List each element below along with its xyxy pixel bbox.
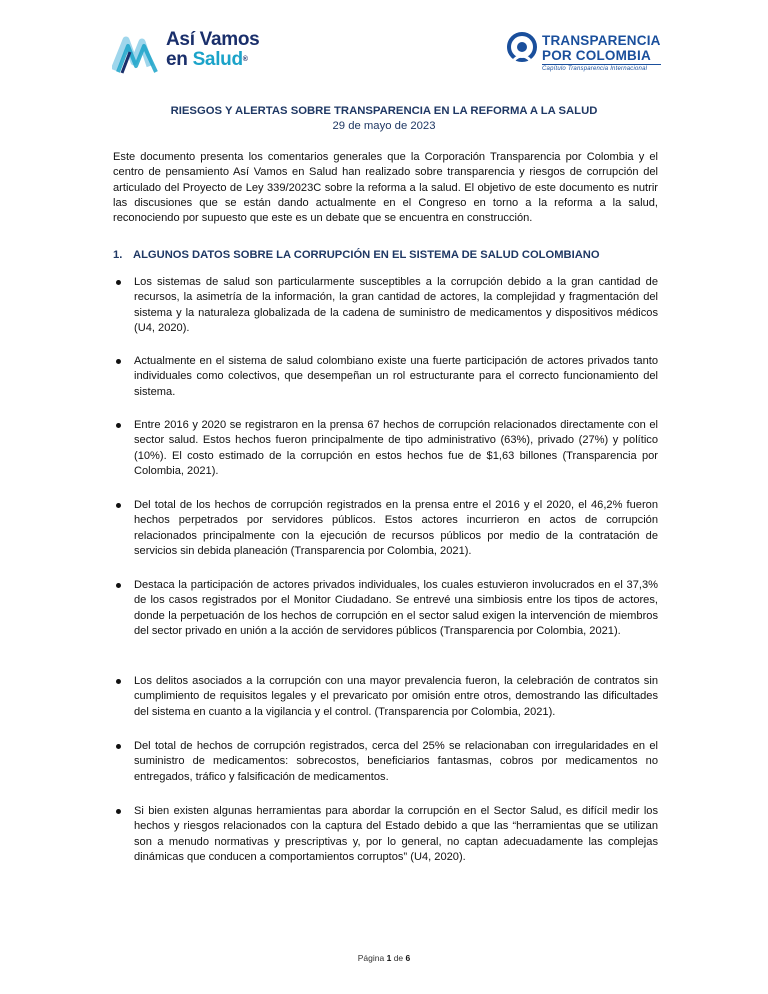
document-date: 29 de mayo de 2023: [332, 120, 436, 132]
footer-page-word: Página: [357, 953, 385, 963]
transparencia-logo-mark-icon: [506, 30, 538, 64]
list-item-text: Si bien existen algunas herramientas para abordar la corrupción en el Sector Salud, es difícil medir los hechos y riesgos relacionados con la captura del Estado debido a que las “herramientas que se utilizan son a menudo normativas y prescriptivas y, por lo general, no captan adecuadamente las complejas dinámicas que conducen a comportamientos corruptos” (U4, 2020).: [134, 805, 658, 863]
bullet-dot: [116, 359, 121, 364]
list-item-text: Actualmente en el sistema de salud colombiano existe una fuerte participación de actores privados tanto individuales como colectivos, que desempeñan un rol estructurante para el correcto funcionamiento del sistema.: [134, 355, 658, 398]
list-item-text: Del total de hechos de corrupción registrados, cerca del 25% se relacionaban con irregularidades en el suministro de medicamentos: sobrecostos, beneficiarios fantasmas, cobros por medicamentos no entregados, tráfico y falsificación de medicamentos.: [134, 740, 658, 783]
list-item-text: Destaca la participación de actores privados individuales, los cuales estuvieron involucrados en el 37,3% de los casos registrados por el Monitor Ciudadano. Se entrevé una simbiosis entre los tipos de actores, donde la perpetuación de los hechos de corrupción en el sector salud exigen la intervención de miembros del sector privado en unión a la acción de servidores públicos (Transparencia por Colombia, 2021).: [134, 579, 658, 637]
bullet-dot: [116, 583, 121, 588]
bullet-dot: [116, 280, 121, 285]
bullet-dot: [116, 503, 121, 508]
asi-vamos-en-salud-logo: [112, 30, 272, 80]
bullet-dot: [116, 423, 121, 428]
section-heading: [113, 249, 600, 261]
transparencia-logo-line2: POR COLOMBIA: [542, 48, 651, 63]
bullet-dot: [116, 679, 121, 684]
transparencia-por-colombia-logo: [506, 30, 666, 80]
list-item-text: Los delitos asociados a la corrupción con una mayor prevalencia fueron, la celebración de contratos sin cumplimiento de requisitos legales y el prevaricato por omisión entre otros, demostrando las dificultades del sistema en cuanto a la vigilancia y el control. (Transparencia por Colombia, 2021).: [134, 675, 658, 718]
list-item-text: Los sistemas de salud son particularmente susceptibles a la corrupción debido a la gran cantidad de recursos, la asimetría de la información, la gran cantidad de actores, la complejidad y fragmentación del sistema y la naturaleza globalizada de la cadena de suministro de medicamentos y dispositivos médicos (U4, 2020).: [134, 276, 658, 334]
page-footer: [0, 953, 768, 963]
section-number: 1.: [113, 249, 123, 261]
document-title: RIESGOS Y ALERTAS SOBRE TRANSPARENCIA EN LA REFORMA A LA SALUD: [170, 105, 598, 117]
asi-vamos-logo-line1: Así Vamos: [166, 29, 260, 50]
transparencia-logo-line1: TRANSPARENCIA: [542, 33, 661, 48]
transparencia-logo-line3: Capítulo Transparencia Internacional: [542, 64, 661, 72]
list-item-text: Del total de los hechos de corrupción registrados en la prensa entre el 2016 y el 2020, el 46,2% fueron hechos perpetrados por servidores públicos. Estos actores incurrieron en actos de corrupción relacionados principalmente con la ejecución de recursos públicos por medio de la contratación de servicios sin debida planeación (Transparencia por Colombia, 2021).: [134, 499, 658, 557]
intro-paragraph: Este documento presenta los comentarios generales que la Corporación Transparencia por Colombia y el centro de pensamiento Así Vamos en Salud han realizado sobre transparencia y riesgos de corrupción del articulado del Proyecto de Ley 339/2023C sobre la reforma a la salud. El objetivo de este documento es nutrir las discusiones que se están dando actualmente en el Congreso en torno a la reforma a la salud, reconociendo por supuesto que este es un debate que se encuentra en construcción.: [113, 151, 658, 225]
footer-page-total: 6: [405, 953, 411, 963]
footer-of-word: de: [393, 953, 404, 963]
bullet-dot: [116, 744, 121, 749]
section-title: ALGUNOS DATOS SOBRE LA CORRUPCIÓN EN EL SISTEMA DE SALUD COLOMBIANO: [133, 249, 600, 261]
asi-vamos-logo-mark-icon: [112, 32, 162, 76]
list-item-text: Entre 2016 y 2020 se registraron en la prensa 67 hechos de corrupción relacionados directamente con el sector salud. Estos hechos fueron principalmente de tipo administrativo (63%), privado (27%) y político (10%). El costo estimado de la corrupción en estos hechos fue de $1,63 billones (Transparencia por Colombia, 2021).: [134, 419, 658, 477]
footer-page-number: 1: [386, 953, 392, 963]
asi-vamos-logo-line2: en Salud®: [166, 49, 248, 70]
bullet-dot: [116, 809, 121, 814]
